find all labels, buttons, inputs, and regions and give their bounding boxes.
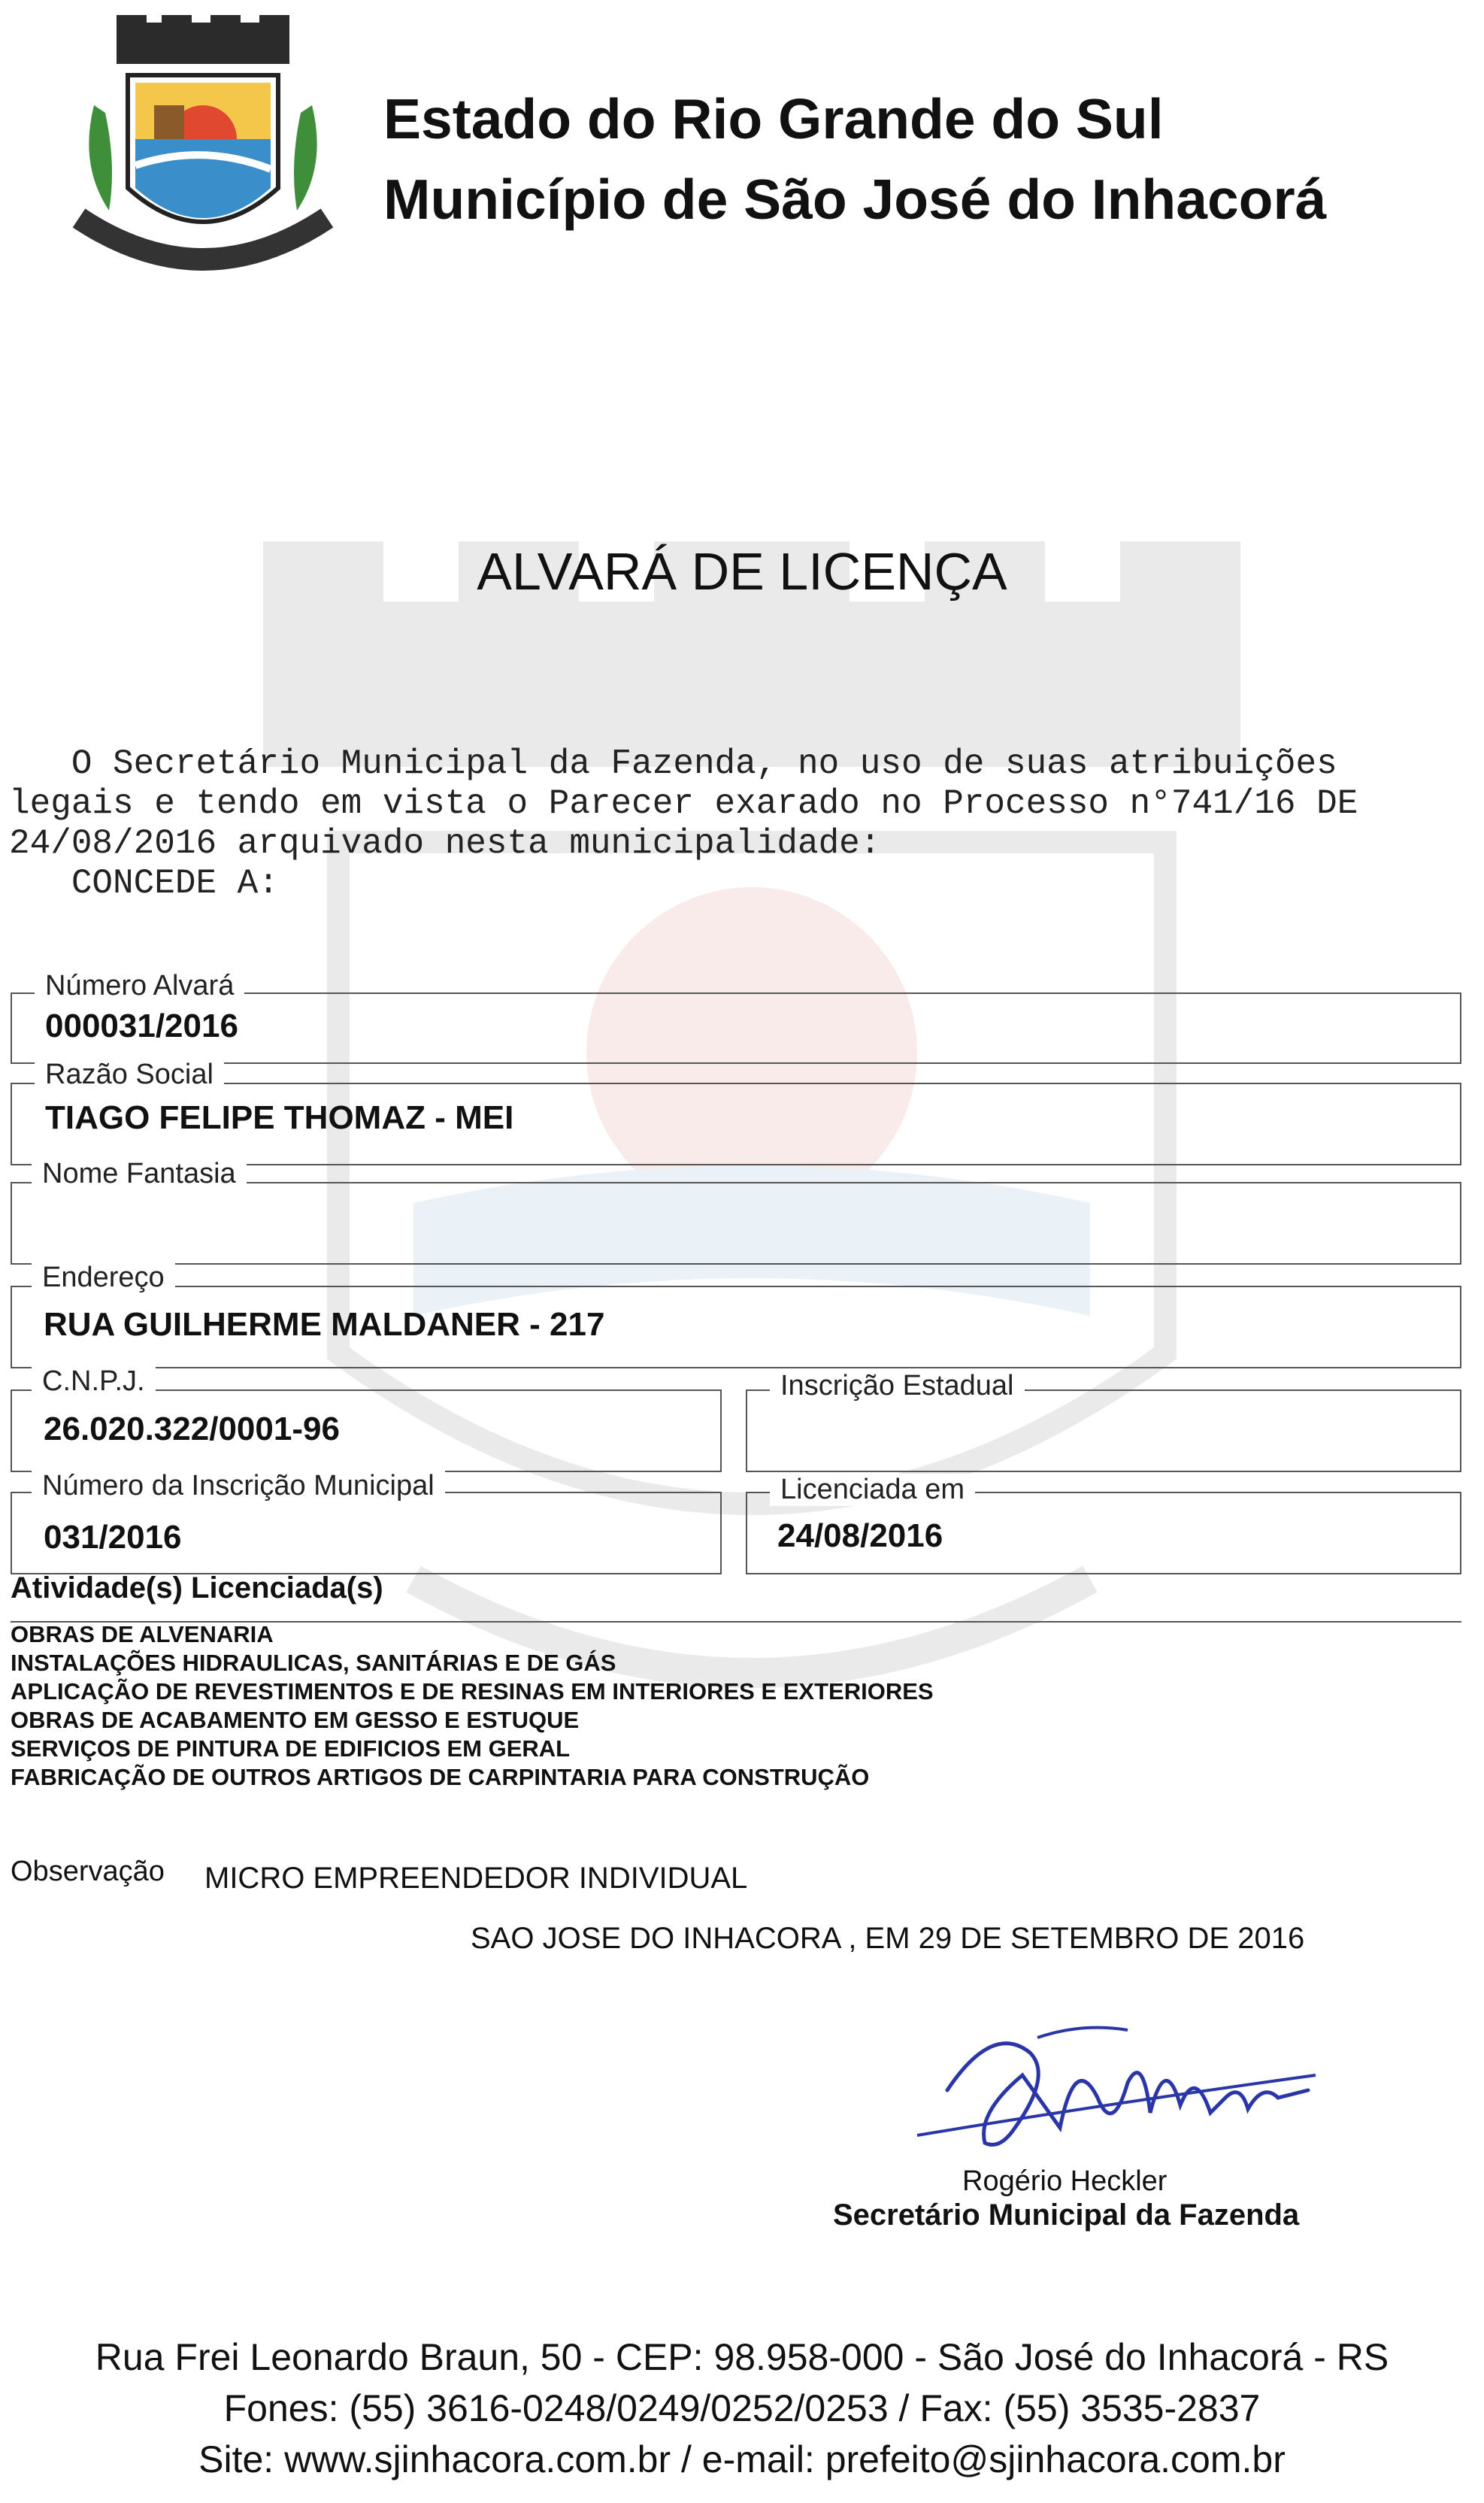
footer-phones: Fones: (55) 3616-0248/0249/0252/0253 / Fax: (55) 3535-2837 [223,2387,1261,2429]
activity-item: OBRAS DE ALVENARIA [11,1621,274,1647]
value-endereco: RUA GUILHERME MALDANER - 217 [44,1306,605,1343]
intro-text: O Secretário Municipal da Fazenda, no uso de suas atribuições legais e tendo em vista o Parecer exarado no Processo n°741/16 DE 24/08/2016 arquivado nesta municipalidade: CONCEDE A: [9,744,1358,903]
municipal-crest-icon [64,15,342,293]
document-title: ALVARÁ DE LICENÇA [477,542,1007,601]
signature-icon [902,2008,1323,2180]
label-licenciada-em: Licenciada em [770,1474,975,1506]
activity-item: SERVIÇOS DE PINTURA DE EDIFICIOS EM GERAL [11,1735,571,1762]
signatory-role: Secretário Municipal da Fazenda [833,2198,1300,2232]
value-numero-alvara: 000031/2016 [45,1008,238,1044]
footer-site: Site: www.sjinhacora.com.br / e-mail: prefeito@sjinhacora.com.br [198,2438,1286,2480]
label-inscricao-estadual: Inscrição Estadual [770,1370,1025,1402]
activities-title: Atividade(s) Licenciada(s) [11,1571,383,1605]
label-inscricao-municipal: Número da Inscrição Municipal [32,1470,445,1502]
activity-item: FABRICAÇÃO DE OUTROS ARTIGOS DE CARPINTARIA PARA CONSTRUÇÃO [11,1764,870,1790]
label-cnpj: C.N.P.J. [32,1365,156,1398]
label-endereco: Endereço [32,1262,175,1294]
footer-address: Rua Frei Leonardo Braun, 50 - CEP: 98.958-000 - São José do Inhacorá - RS [95,2336,1389,2378]
header-state: Estado do Rio Grande do Sul [383,87,1164,150]
value-cnpj: 26.020.322/0001-96 [44,1411,340,1447]
activity-item: INSTALAÇÕES HIDRAULICAS, SANITÁRIAS E DE GÁS [11,1650,616,1676]
value-licenciada-em: 24/08/2016 [777,1517,943,1554]
value-razao-social: TIAGO FELIPE THOMAZ - MEI [45,1099,514,1136]
header-municipality: Município de São José do Inhacorá [383,168,1327,231]
observation-label: Observação [11,1856,165,1887]
observation-value: MICRO EMPREENDEDOR INDIVIDUAL [204,1862,748,1895]
activity-item: APLICAÇÃO DE REVESTIMENTOS E DE RESINAS EM INTERIORES E EXTERIORES [11,1678,934,1705]
place-date: SAO JOSE DO INHACORA , EM 29 DE SETEMBRO DE 2016 [471,1922,1305,1955]
label-numero-alvara: Número Alvará [35,970,244,1002]
label-nome-fantasia: Nome Fantasia [32,1158,247,1190]
label-razao-social: Razão Social [35,1059,224,1091]
watermark-crest-icon [226,526,1278,1805]
activity-item: OBRAS DE ACABAMENTO EM GESSO E ESTUQUE [11,1707,580,1733]
field-nome-fantasia [11,1182,1461,1265]
value-inscricao-municipal: 031/2016 [44,1519,182,1556]
signatory-name: Rogério Heckler [962,2165,1168,2197]
